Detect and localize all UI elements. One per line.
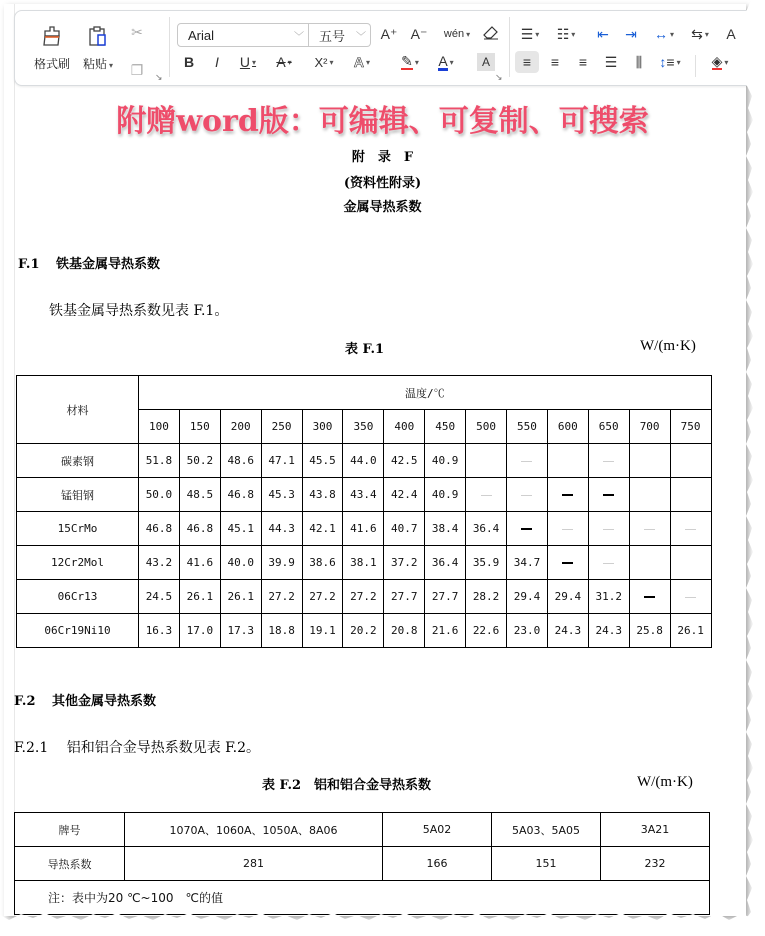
value-cell: 40.9 — [425, 478, 466, 512]
paragraph-shading-button[interactable]: ◈ ▾ — [711, 53, 729, 69]
subsection-number: F.2.1 — [14, 740, 49, 756]
grade-cell: 1070A、1060A、1050A、8A06 — [125, 813, 383, 847]
eraser-icon — [483, 26, 499, 43]
dash-cell — [547, 512, 588, 546]
dash-cell — [507, 478, 548, 512]
value-cell: 24.3 — [547, 614, 588, 648]
value-cell: 26.1 — [220, 580, 261, 614]
value-cell: 41.6 — [179, 546, 220, 580]
section-number: F.1 — [18, 257, 40, 272]
table-row — [17, 580, 712, 614]
torn-edge-bottom — [0, 912, 765, 936]
dash-cell — [629, 580, 670, 614]
conductivity-cell: 281 — [125, 847, 383, 881]
divider — [695, 55, 696, 77]
value-cell: 46.8 — [139, 512, 180, 546]
value-cell: 43.4 — [343, 478, 384, 512]
dash-icon — [644, 596, 655, 598]
character-shading-button[interactable] — [477, 53, 495, 71]
table-unit: W/(m·K) — [637, 774, 693, 790]
value-cell: 36.4 — [466, 512, 507, 546]
dash-icon — [521, 528, 532, 530]
numbering-button[interactable]: ☷ ▾ — [556, 25, 576, 42]
subsection-text: 铝和铝合金导热系数见表 F.2。 — [66, 740, 261, 756]
character-spacing-button[interactable]: ↔ ▾ — [653, 26, 674, 42]
table-row — [17, 512, 712, 546]
temperature-cell: 400 — [384, 410, 425, 444]
dash-icon — [521, 495, 532, 496]
value-cell: 38.4 — [425, 512, 466, 546]
section-heading-f2 — [14, 690, 156, 709]
line-spacing-button[interactable]: ↕≡ ▾ — [659, 54, 681, 70]
dash-icon — [481, 495, 492, 496]
table-f2 — [14, 812, 710, 915]
material-cell: 锰钼钢 — [17, 478, 139, 512]
dash-icon — [521, 461, 532, 462]
char-spacing-icon: ↔ — [653, 26, 668, 42]
bold-button[interactable] — [177, 51, 201, 73]
ribbon-toolbar — [14, 10, 754, 86]
text-effect-button[interactable]: A ▾ — [353, 54, 371, 70]
dash-cell — [670, 512, 711, 546]
conductivity-cell: 166 — [383, 847, 492, 881]
torn-edge-right — [745, 0, 765, 936]
value-cell: 43.2 — [139, 546, 180, 580]
phonetic-icon: wén — [443, 28, 465, 40]
temperature-cell: 200 — [220, 410, 261, 444]
distributed-button[interactable] — [627, 51, 651, 73]
dash-cell — [588, 444, 629, 478]
grade-cell: 5A02 — [383, 813, 492, 847]
value-cell: 19.1 — [302, 614, 343, 648]
value-cell: 23.0 — [507, 614, 548, 648]
divider — [169, 17, 170, 77]
appendix-title: 附 录 F — [351, 150, 414, 165]
dash-icon — [603, 563, 614, 564]
temperature-cell: 550 — [507, 410, 548, 444]
table-row — [17, 546, 712, 580]
value-cell — [629, 444, 670, 478]
temperature-cell: 750 — [670, 410, 711, 444]
indent-icon: ⇥ — [625, 25, 637, 42]
value-cell: 45.5 — [302, 444, 343, 478]
temperature-cell: 350 — [343, 410, 384, 444]
value-cell: 50.0 — [139, 478, 180, 512]
strikethrough-button[interactable]: A ▾ — [276, 54, 292, 70]
paste-button[interactable] — [77, 17, 119, 77]
font-color-icon: A — [438, 52, 448, 69]
value-cell: 27.2 — [261, 580, 302, 614]
dash-cell — [466, 478, 507, 512]
value-cell: 27.7 — [425, 580, 466, 614]
text-direction-button[interactable]: ⇆ ▾ — [691, 25, 709, 42]
dash-cell — [629, 512, 670, 546]
align-right-button[interactable] — [571, 51, 595, 73]
clear-formatting-button[interactable] — [479, 23, 503, 45]
font-name-value: Arial — [188, 27, 215, 43]
value-cell: 21.6 — [425, 614, 466, 648]
table-caption: 表 F.2 铝和铝合金导热系数 — [262, 778, 432, 793]
conductivity-cell: 151 — [492, 847, 601, 881]
value-cell: 38.6 — [302, 546, 343, 580]
cut-button[interactable] — [125, 21, 149, 43]
value-cell — [547, 444, 588, 478]
dash-icon — [644, 529, 655, 530]
table-unit: W/(m·K) — [640, 338, 696, 354]
shrink-font-icon: A⁻ — [410, 25, 428, 42]
chevron-down-icon: ﹀ — [356, 31, 366, 43]
phonetic-guide-button[interactable]: wén ▾ — [443, 28, 471, 40]
dash-icon — [562, 494, 573, 496]
value-cell: 20.8 — [384, 614, 425, 648]
value-cell: 38.1 — [343, 546, 384, 580]
grade-cell: 3A21 — [601, 813, 710, 847]
increase-font-size-button[interactable] — [377, 23, 401, 45]
table-f1-body — [17, 444, 712, 648]
value-cell: 34.7 — [507, 546, 548, 580]
grade-cell: 5A03、5A05 — [492, 813, 601, 847]
temperature-cell: 100 — [139, 410, 180, 444]
value-cell — [629, 478, 670, 512]
section-heading-f1 — [18, 253, 160, 272]
dash-icon — [603, 529, 614, 530]
bullets-button[interactable]: ☰ ▾ — [520, 25, 540, 42]
dash-icon — [603, 494, 614, 496]
material-cell: 06Cr19Ni10 — [17, 614, 139, 648]
grade-label: 牌号 — [15, 813, 125, 847]
value-cell: 40.9 — [425, 444, 466, 478]
decrease-font-size-button[interactable] — [407, 23, 431, 45]
dash-cell — [588, 478, 629, 512]
material-cell: 06Cr13 — [17, 580, 139, 614]
value-cell: 40.7 — [384, 512, 425, 546]
value-cell: 37.2 — [384, 546, 425, 580]
align-left-icon: ≡ — [522, 54, 532, 70]
watermark-banner: 附赠word版：可编辑、可复制、可搜索 — [116, 104, 649, 139]
temperature-cell: 500 — [466, 410, 507, 444]
bullet-list-icon: ☰ — [520, 25, 534, 42]
value-cell: 43.8 — [302, 478, 343, 512]
text-effects-button[interactable] — [719, 23, 743, 45]
highlighter-icon: ✎ — [401, 53, 413, 69]
value-cell: 48.6 — [220, 444, 261, 478]
justify-button[interactable] — [599, 51, 623, 73]
value-cell: 29.4 — [547, 580, 588, 614]
note-row — [15, 881, 710, 915]
font-launcher-icon[interactable]: ↘ — [495, 73, 503, 83]
value-cell: 29.4 — [507, 580, 548, 614]
table-row — [17, 614, 712, 648]
superscript-button[interactable]: X² ▾ — [314, 54, 334, 70]
value-cell: 42.5 — [384, 444, 425, 478]
material-cell: 碳素钢 — [17, 444, 139, 478]
value-cell: 27.2 — [343, 580, 384, 614]
value-cell: 42.1 — [302, 512, 343, 546]
value-cell: 28.2 — [466, 580, 507, 614]
value-cell: 25.8 — [629, 614, 670, 648]
temperature-cell: 450 — [425, 410, 466, 444]
value-cell: 51.8 — [139, 444, 180, 478]
font-size-dropdown[interactable] — [309, 23, 371, 47]
text-outline-icon: A — [353, 54, 365, 70]
font-name-dropdown[interactable] — [177, 23, 309, 47]
dash-cell — [547, 478, 588, 512]
dash-icon — [685, 529, 696, 530]
scissors-icon: ✂ — [131, 23, 143, 40]
dash-icon — [685, 597, 696, 598]
value-cell: 22.6 — [466, 614, 507, 648]
copy-button[interactable] — [125, 59, 149, 81]
decrease-indent-button[interactable] — [591, 23, 615, 45]
temperature-cell: 600 — [547, 410, 588, 444]
justify-icon: ☰ — [604, 53, 618, 70]
clipboard-launcher-icon[interactable]: ↘ — [155, 73, 163, 83]
subsection-paragraph — [14, 737, 260, 757]
dash-cell — [547, 546, 588, 580]
table-note: 注：表中为20 ℃~100 ℃的值 — [15, 881, 710, 915]
temperature-cell: 300 — [302, 410, 343, 444]
temperature-cell: 650 — [588, 410, 629, 444]
underline-icon: U — [239, 54, 251, 70]
font-size-value: 五号 — [319, 28, 346, 44]
dash-cell — [507, 512, 548, 546]
value-cell — [670, 478, 711, 512]
dash-cell — [507, 444, 548, 478]
chevron-down-icon: ﹀ — [294, 31, 304, 43]
conductivity-cell: 232 — [601, 847, 710, 881]
superscript-icon: X² — [314, 54, 328, 70]
format-painter-button[interactable] — [31, 17, 73, 77]
paint-bucket-icon: ◈ — [711, 53, 723, 69]
value-cell: 17.0 — [179, 614, 220, 648]
align-right-icon: ≡ — [578, 54, 588, 70]
font-color-button[interactable]: A ▾ — [438, 52, 454, 69]
appendix-subject: 金属导热系数 — [343, 200, 422, 215]
value-cell: 27.2 — [302, 580, 343, 614]
divider — [509, 17, 510, 77]
temperature-header: 温度/℃ — [139, 376, 712, 410]
underline-button[interactable]: U ▾ — [239, 54, 257, 70]
value-cell: 17.3 — [220, 614, 261, 648]
dash-cell — [670, 580, 711, 614]
copy-icon: ❐ — [130, 61, 144, 78]
dash-icon — [562, 529, 573, 530]
value-cell: 50.2 — [179, 444, 220, 478]
outdent-icon: ⇤ — [597, 25, 609, 42]
value-cell: 20.2 — [343, 614, 384, 648]
value-cell: 44.0 — [343, 444, 384, 478]
grow-font-icon: A⁺ — [380, 25, 398, 42]
line-spacing-icon: ↕≡ — [659, 54, 675, 70]
dash-icon — [603, 461, 614, 462]
bold-icon: B — [183, 54, 195, 70]
value-cell: 18.8 — [261, 614, 302, 648]
shading-icon: A — [481, 55, 490, 69]
paste-icon — [85, 23, 111, 49]
text-effects-icon: A — [726, 26, 736, 42]
align-left-button[interactable] — [515, 51, 539, 73]
format-painter-icon — [39, 23, 65, 49]
highlight-button[interactable]: ✎ ▾ — [401, 53, 419, 69]
value-cell: 16.3 — [139, 614, 180, 648]
value-cell: 24.5 — [139, 580, 180, 614]
italic-button[interactable] — [205, 51, 229, 73]
material-header: 材料 — [17, 376, 139, 444]
increase-indent-button[interactable] — [619, 23, 643, 45]
table-caption: 表 F.1 — [345, 342, 385, 357]
value-cell: 42.4 — [384, 478, 425, 512]
value-cell: 35.9 — [466, 546, 507, 580]
table-f1 — [16, 375, 712, 648]
value-cell: 24.3 — [588, 614, 629, 648]
numbered-list-icon: ☷ — [556, 25, 570, 42]
table-row — [17, 478, 712, 512]
section-title: 铁基金属导热系数 — [56, 257, 161, 272]
dash-cell — [588, 512, 629, 546]
material-cell: 12Cr2Mol — [17, 546, 139, 580]
value-cell: 40.0 — [220, 546, 261, 580]
appendix-type: (资料性附录) — [343, 176, 422, 191]
italic-icon: I — [215, 54, 219, 70]
value-cell: 26.1 — [179, 580, 220, 614]
material-cell: 15CrMo — [17, 512, 139, 546]
value-cell: 44.3 — [261, 512, 302, 546]
value-cell — [670, 444, 711, 478]
value-cell — [629, 546, 670, 580]
value-cell: 45.1 — [220, 512, 261, 546]
value-cell — [466, 444, 507, 478]
page-left-margin — [4, 4, 15, 916]
section-paragraph: 铁基金属导热系数见表 F.1。 — [49, 303, 229, 319]
value-cell: 48.5 — [179, 478, 220, 512]
value-cell: 27.7 — [384, 580, 425, 614]
align-center-icon: ≡ — [550, 54, 560, 70]
center-button[interactable] — [543, 51, 567, 73]
grade-row — [15, 813, 710, 847]
section-title: 其他金属导热系数 — [52, 694, 157, 709]
temperature-cell: 700 — [629, 410, 670, 444]
conductivity-row — [15, 847, 710, 881]
value-cell: 45.3 — [261, 478, 302, 512]
value-cell: 31.2 — [588, 580, 629, 614]
value-cell: 39.9 — [261, 546, 302, 580]
value-cell — [670, 546, 711, 580]
format-painter-label: 格式刷 — [33, 56, 70, 71]
table-row — [17, 444, 712, 478]
dash-icon — [562, 562, 573, 564]
paste-label: 粘贴 ▾ — [82, 56, 114, 71]
value-cell: 41.6 — [343, 512, 384, 546]
value-cell: 36.4 — [425, 546, 466, 580]
dash-cell — [588, 546, 629, 580]
conductivity-label: 导热系数 — [15, 847, 125, 881]
strikethrough-icon: A — [276, 54, 286, 70]
value-cell: 26.1 — [670, 614, 711, 648]
temperature-cell: 250 — [261, 410, 302, 444]
section-number: F.2 — [14, 694, 36, 709]
value-cell: 47.1 — [261, 444, 302, 478]
temperature-cell: 150 — [179, 410, 220, 444]
value-cell: 46.8 — [220, 478, 261, 512]
distribute-icon: ⫼ — [635, 53, 643, 70]
text-direction-icon: ⇆ — [691, 25, 703, 42]
value-cell: 46.8 — [179, 512, 220, 546]
